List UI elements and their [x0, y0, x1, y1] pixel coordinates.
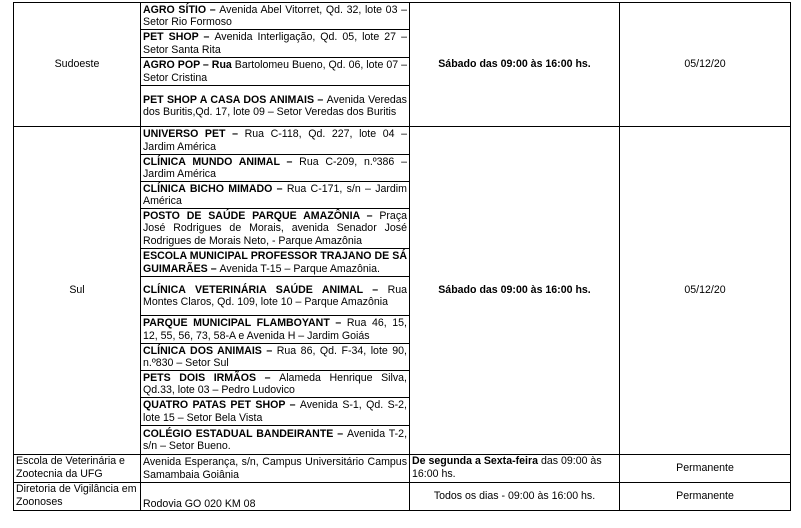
- date-cell: Permanente: [620, 455, 791, 483]
- schedule-cell: Sábado das 09:00 às 16:00 hs.: [410, 127, 620, 455]
- location-name: CLÍNICA BICHO MIMADO: [143, 182, 273, 195]
- location-address: Bartolomeu Bueno, Qd. 06, lote 07 – Setor Cristina: [143, 59, 407, 84]
- location-name: UNIVERSO PET: [143, 128, 226, 140]
- location-address: Avenida Interligação, Qd. 05, lote 27 – Setor Santa Rita: [143, 31, 407, 56]
- location-address: Rua C-209, n.º386 – Jardim América: [143, 155, 407, 180]
- location-cell: Avenida Esperança, s/n, Campus Universitário Campus Samambaia Goiânia: [141, 455, 410, 483]
- region-cell: Escola de Veterinária e Zootecnia da UFG: [14, 455, 141, 483]
- location-cell: QUATRO PATAS PET SHOP – Avenida S-1, Qd. S-2, lote 15 – Setor Bela Vista: [141, 398, 410, 426]
- location-cell: COLÉGIO ESTADUAL BANDEIRANTE – Avenida T-2, s/n – Setor Bueno.: [141, 426, 410, 455]
- location-address: Praça José Rodrigues de Morais, avenida Senador José Rodrigues de Morais Neto, - Parque Amazônia: [143, 209, 408, 247]
- table-row: [14, 483, 791, 511]
- location-name: AGRO SÍTIO: [143, 3, 207, 16]
- location-cell: POSTO DE SAÚDE PARQUE AMAZÔNIA – Praça José Rodrigues de Morais, avenida Senador José Rodrigues de Morais Neto, - Parque Amazônia: [141, 209, 410, 249]
- location-address: Avenida Veredas dos Buritis,Qd. 17, lote 09 – Setor Veredas dos Buritis: [143, 93, 407, 118]
- schedule-cell: Sábado das 09:00 às 16:00 hs.: [410, 3, 620, 127]
- location-cell: AGRO SÍTIO – Avenida Abel Vitorret, Qd. 32, lote 03 – Setor Rio Formoso: [141, 3, 410, 30]
- date-cell: 05/12/20: [620, 127, 791, 455]
- location-name: AGRO POP – Rua: [143, 59, 232, 71]
- region-cell: Diretoria de Vigilância em Zoonoses: [14, 483, 141, 511]
- vaccination-schedule-table: [13, 2, 791, 511]
- date-cell: 05/12/20: [620, 3, 791, 127]
- schedule-cell: Todos os dias - 09:00 às 16:00 hs.: [410, 483, 620, 511]
- table-row: [14, 127, 791, 155]
- table-row: [14, 3, 791, 30]
- location-name: PARQUE MUNICIPAL FLAMBOYANT: [143, 317, 330, 329]
- table-row: [14, 455, 791, 483]
- location-name: COLÉGIO ESTADUAL BANDEIRANTE: [143, 427, 334, 440]
- location-name: PET SHOP A CASA DOS ANIMAIS: [143, 93, 315, 106]
- location-address: Avenida T-2, s/n – Setor Bueno.: [143, 427, 408, 452]
- location-name: CLÍNICA VETERINÁRIA SAÚDE ANIMAL: [143, 283, 363, 296]
- location-address: Avenida T-15 – Parque Amazônia.: [219, 262, 380, 275]
- location-name: CLÍNICA MUNDO ANIMAL: [143, 155, 280, 168]
- schedule-days: De segunda a Sexta-feira: [412, 455, 538, 467]
- location-name: PETS DOIS IRMÃOS: [143, 371, 257, 384]
- location-address: Rua 46, 15, 12, 55, 56, 73, 58-A e Avenida H – Jardim Goiás: [143, 317, 408, 342]
- region-cell: Sudoeste: [14, 3, 141, 127]
- location-cell: CLÍNICA MUNDO ANIMAL – Rua C-209, n.º386 – Jardim América: [141, 155, 410, 182]
- schedule-cell: [410, 455, 620, 483]
- location-address: Rua C-118, Qd. 227, lote 04 – Jardim América: [143, 128, 407, 153]
- location-cell: CLÍNICA DOS ANIMAIS – Rua 86, Qd. F-34, lote 90, n.º830 – Setor Sul: [141, 344, 410, 371]
- location-address: Alameda Henrique Silva, Qd.33, lote 03 – Pedro Ludovico: [143, 371, 407, 396]
- date-cell: Permanente: [620, 483, 791, 511]
- location-cell: ESCOLA MUNICIPAL PROFESSOR TRAJANO DE SÁ GUIMARÃES – Avenida T-15 – Parque Amazônia.: [141, 249, 410, 277]
- location-name: CLÍNICA DOS ANIMAIS: [143, 344, 262, 357]
- location-address: Rua C-171, s/n – Jardim América: [143, 182, 407, 207]
- location-cell: Rodovia GO 020 KM 08: [141, 483, 410, 511]
- location-address: Avenida Abel Vitorret, Qd. 32, lote 03 – Setor Rio Formoso: [143, 3, 407, 28]
- location-cell: UNIVERSO PET – Rua C-118, Qd. 227, lote 04 – Jardim América: [141, 127, 410, 155]
- location-name: POSTO DE SAÚDE PARQUE AMAZÔNIA: [143, 209, 360, 222]
- location-name: QUATRO PATAS PET SHOP: [143, 399, 286, 411]
- location-cell: [141, 58, 410, 86]
- location-address: Avenida S-1, Qd. S-2, lote 15 – Setor Bela Vista: [143, 399, 407, 424]
- region-cell: Sul: [14, 127, 141, 455]
- location-cell: CLÍNICA VETERINÁRIA SAÚDE ANIMAL – Rua Montes Claros, Qd. 109, lote 10 – Parque Amazônia: [141, 277, 410, 316]
- location-address: Rua 86, Qd. F-34, lote 90, n.º830 – Setor Sul: [143, 344, 407, 369]
- location-address: Rua Montes Claros, Qd. 109, lote 10 – Parque Amazônia: [143, 283, 408, 308]
- location-cell: PARQUE MUNICIPAL FLAMBOYANT – Rua 46, 15, 12, 55, 56, 73, 58-A e Avenida H – Jardim Goiás: [141, 316, 410, 344]
- schedule-hours: das 09:00 às 16:00 hs.: [412, 455, 602, 480]
- location-cell: PETS DOIS IRMÃOS – Alameda Henrique Silva, Qd.33, lote 03 – Pedro Ludovico: [141, 371, 410, 398]
- location-cell: CLÍNICA BICHO MIMADO – Rua C-171, s/n – Jardim América: [141, 182, 410, 209]
- location-cell: PET SHOP A CASA DOS ANIMAIS – Avenida Veredas dos Buritis,Qd. 17, lote 09 – Setor Veredas dos Buritis: [141, 86, 410, 127]
- location-name: ESCOLA MUNICIPAL PROFESSOR TRAJANO DE SÁ GUIMARÃES: [143, 250, 407, 275]
- location-name: PET SHOP: [143, 31, 199, 43]
- location-cell: PET SHOP – Avenida Interligação, Qd. 05, lote 27 – Setor Santa Rita: [141, 30, 410, 58]
